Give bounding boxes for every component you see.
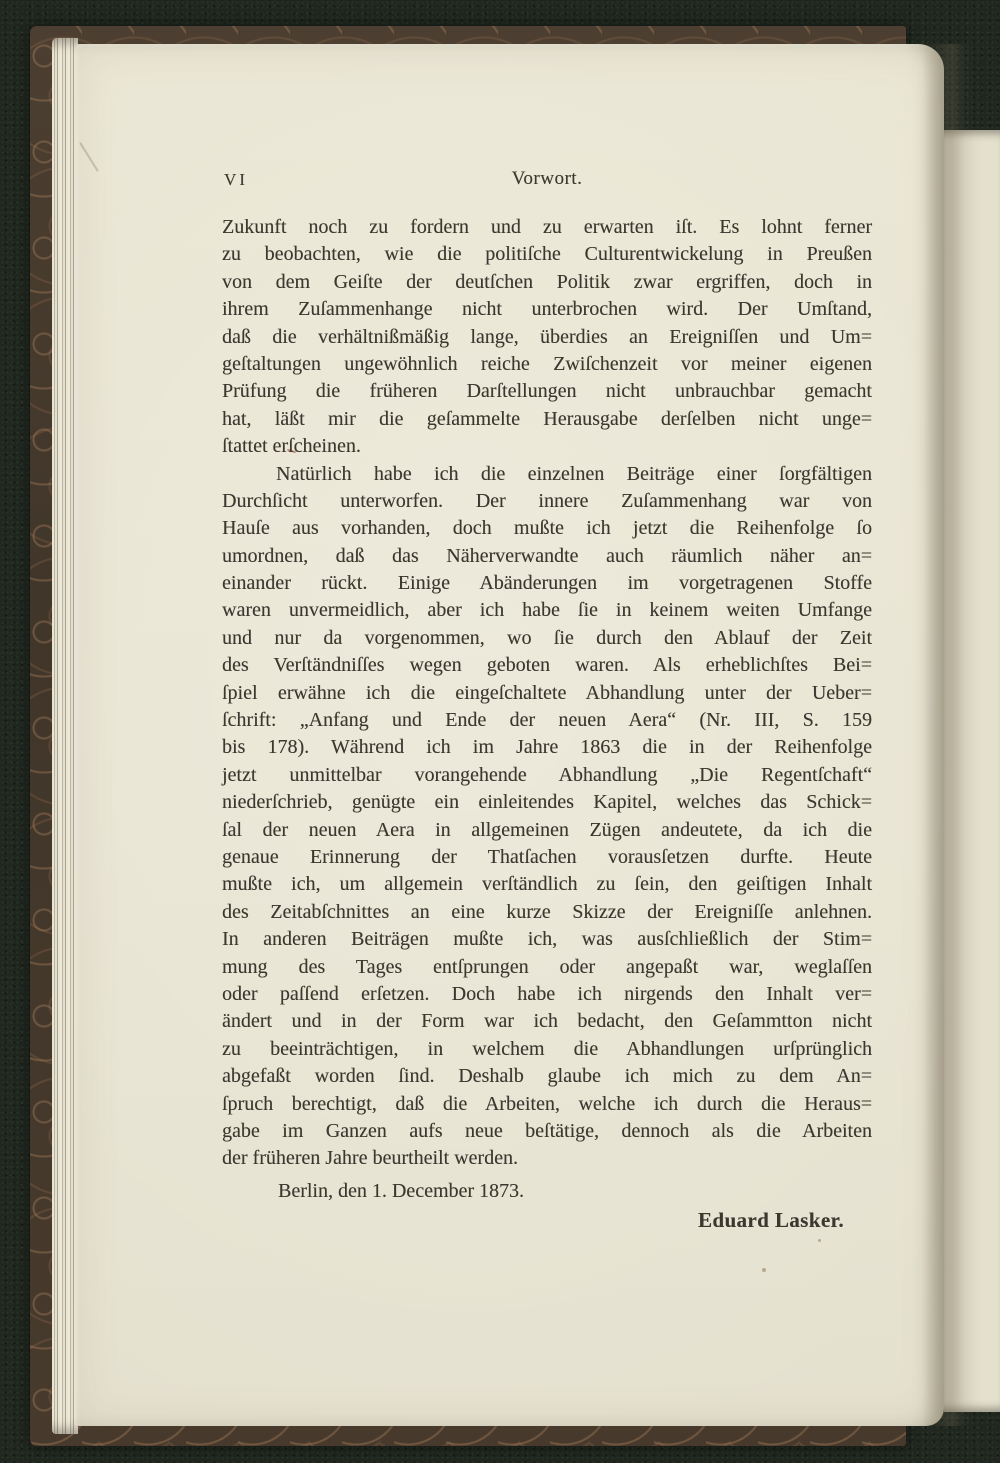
text-line: zu beeinträchtigen, in welchem die Abhandlungen urſprünglich bbox=[222, 1037, 872, 1060]
page-text bbox=[222, 168, 872, 1234]
text-line: ſal der neuen Aera in allgemeinen Zügen andeutete, da ich die bbox=[222, 818, 872, 841]
text-line: daß die verhältnißmäßig lange, überdies an Ereigniſſen und Um= bbox=[222, 325, 872, 348]
paragraphs bbox=[222, 214, 872, 1173]
text-line: mußte ich, um allgemein verſtändlich zu ſein, den geiſtigen Inhalt bbox=[222, 873, 872, 896]
text-line: ändert und in der Form war ich bedacht, den Geſammtton nicht bbox=[222, 1010, 872, 1033]
text-line: von dem Geiſte der deutſchen Politik zwar ergriffen, doch in bbox=[222, 270, 872, 293]
text-line: geſtaltungen ungewöhnlich reiche Zwiſchenzeit vor meiner eigenen bbox=[222, 352, 872, 375]
text-line: ſpruch berechtigt, daß die Arbeiten, welche ich durch die Heraus= bbox=[222, 1092, 872, 1115]
text-line: mung des Tages entſprungen oder angepaßt war, weglaſſen bbox=[222, 955, 872, 978]
text-line: genaue Erinnerung der Thatſachen vorausſetzen durfte. Heute bbox=[222, 845, 872, 868]
text-line: Durchſicht unterworfen. Der innere Zuſammenhang war von bbox=[222, 489, 872, 512]
text-line: hat, läßt mir die geſammelte Herausgabe derſelben nicht unge= bbox=[222, 407, 872, 430]
text-line: jetzt unmittelbar vorangehende Abhandlung „Die Regentſchaft“ bbox=[222, 763, 872, 786]
text-line: der früheren Jahre beurtheilt werden. bbox=[222, 1147, 518, 1170]
page-number: VI bbox=[224, 170, 248, 189]
text-line: Hauſe aus vorhanden, doch mußte ich jetzt die Reihenfolge ſo bbox=[222, 517, 872, 540]
text-line: Natürlich habe ich die einzelnen Beiträge einer ſorgfältigen bbox=[276, 462, 872, 485]
chapter-title: Vorwort. bbox=[511, 168, 583, 189]
text-line: ſchrift: „Anfang und Ende der neuen Aera“ (Nr. III, S. 159 bbox=[222, 709, 872, 732]
text-line: oder paſſend erſetzen. Doch habe ich nirgends den Inhalt ver= bbox=[222, 982, 872, 1005]
text-line: und nur da vorgenommen, wo ſie durch den Ablauf der Zeit bbox=[222, 626, 872, 649]
text-line: ſtattet erſcheinen. bbox=[222, 435, 361, 458]
page-edge-stack bbox=[52, 38, 78, 1434]
text-line: ſpiel erwähne ich die eingeſchaltete Abhandlung unter der Ueber= bbox=[222, 681, 872, 704]
paragraph bbox=[222, 214, 872, 461]
text-line: gabe im Ganzen aufs neue beſtätige, dennoch als die Arbeiten bbox=[222, 1119, 872, 1142]
dateline: Berlin, den 1. December 1873. bbox=[278, 1179, 525, 1202]
paragraph bbox=[222, 461, 872, 1173]
facing-page-edge bbox=[944, 130, 1000, 1412]
text-line: Zukunft noch zu fordern und zu erwarten iſt. Es lohnt ferner bbox=[222, 216, 872, 238]
text-line: In anderen Beiträgen mußte ich, was ausſchließlich der Stim= bbox=[222, 928, 872, 951]
text-line: Prüfung die früheren Darſtellungen nicht unbrauchbar gemacht bbox=[222, 380, 872, 403]
text-line: ihrem Zuſammenhange nicht unterbrochen wird. Der Umſtand, bbox=[222, 298, 872, 321]
text-line: bis 178). Während ich im Jahre 1863 die in der Reihenfolge bbox=[222, 736, 872, 759]
paper-speck bbox=[818, 1239, 821, 1242]
text-line: des Zeitabſchnittes an eine kurze Skizze der Ereigniſſe anlehnen. bbox=[222, 900, 872, 923]
text-line: des Verſtändniſſes wegen geboten waren. Als erheblichſtes Bei= bbox=[222, 654, 872, 677]
text-line: waren unvermeidlich, aber ich habe ſie in keinem weiten Umfange bbox=[222, 599, 872, 622]
paper-speck bbox=[762, 1268, 766, 1272]
text-line: einander rückt. Einige Abänderungen im vorgetragenen Stoffe bbox=[222, 572, 872, 595]
running-header bbox=[222, 168, 872, 192]
text-line: abgefaßt worden ſind. Deshalb glaube ich mich zu dem An= bbox=[222, 1065, 872, 1088]
text-line: zu beobachten, wie die politiſche Culturentwickelung in Preußen bbox=[222, 243, 872, 266]
text-line: niederſchrieb, genügte ein einleitendes Kapitel, welches das Schick= bbox=[222, 791, 872, 814]
author-signature: Eduard Lasker. bbox=[697, 1208, 844, 1233]
text-line: umordnen, daß das Näherverwandte auch räumlich näher an= bbox=[222, 544, 872, 567]
